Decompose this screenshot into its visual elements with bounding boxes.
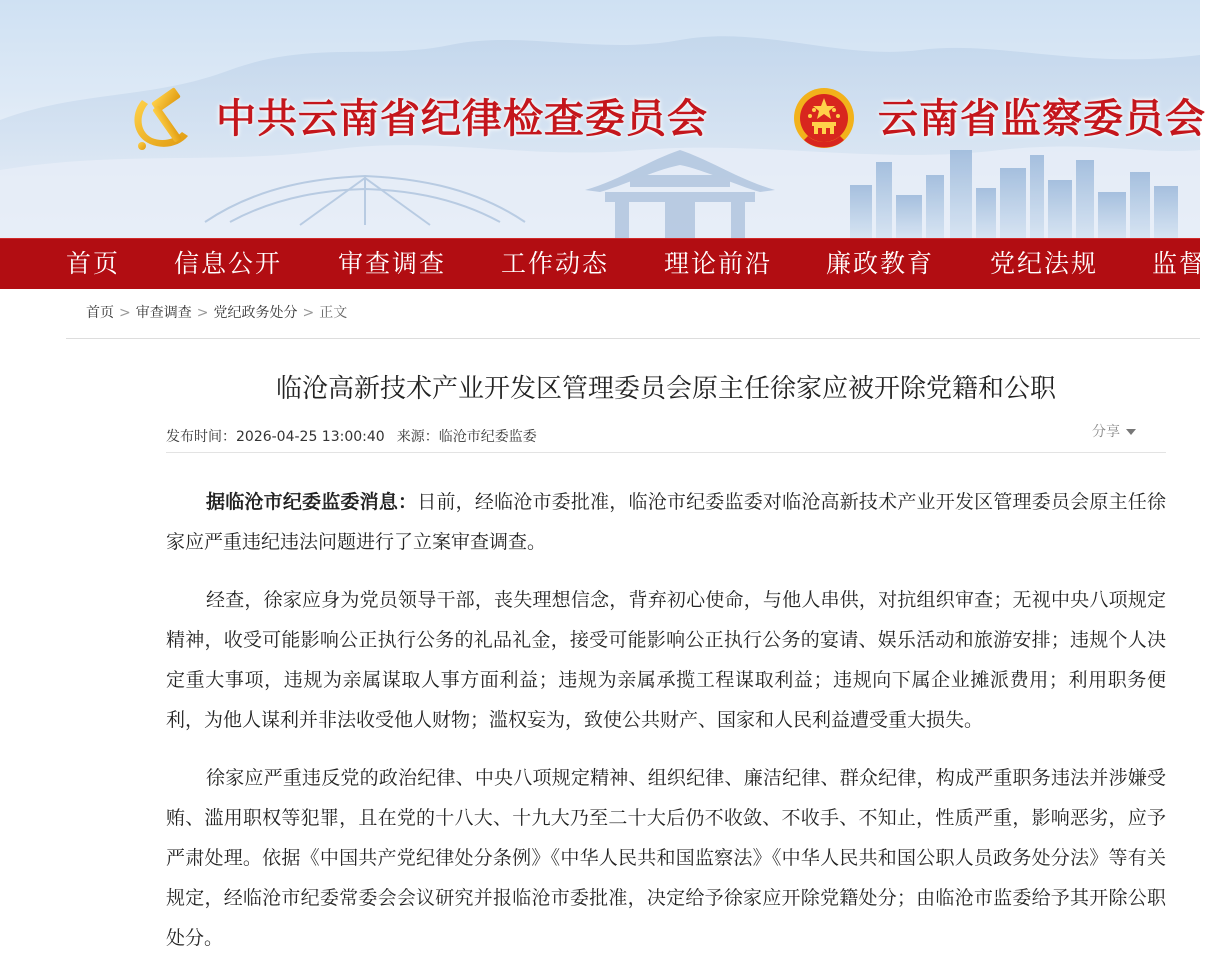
- breadcrumb-review-investigation[interactable]: 审查调查: [135, 305, 192, 321]
- breadcrumb-separator: >: [302, 305, 315, 321]
- article-body: [166, 482, 1166, 976]
- article-paragraph: 徐家应严重违反党的政治纪律、中央八项规定精神、组织纪律、廉洁纪律、群众纪律，构成严重职务违法并涉嫌受贿、滥用职权等犯罪，且在党的十八大、十九大乃至二十大后仍不收敛、不收手、不知止，性质严重，影响恶劣，应予严肃处理。依据《中国共产党纪律处分条例》《中华人民共和国监察法》《中华人民共和国公职人员政务处分法》等有关规定，经临沧市纪委常委会会议研究并报临沧市委批准，决定给予徐家应开除党籍处分；由临沧市监委给予其开除公职处分。: [166, 767, 1166, 949]
- cpc-discipline-title: 中共云南省纪律检查委员会: [216, 96, 708, 142]
- breadcrumb-divider: [66, 338, 1200, 339]
- article-paragraph: [166, 482, 1166, 562]
- nav-item-info-disclosure[interactable]: 信息公开: [174, 249, 283, 278]
- breadcrumb-separator: >: [196, 305, 209, 321]
- paragraph-text: 日前，经临沧市委批准，临沧市纪委监委对临沧高新技术产业开发区管理委员会原主任徐家应严重违纪违法问题进行了立案审查调查。: [166, 491, 1166, 553]
- breadcrumb-home[interactable]: 首页: [86, 305, 114, 321]
- article-source: 来源：临沧市纪委监委: [396, 429, 537, 445]
- nav-item-review-investigation[interactable]: 审查调查: [338, 249, 447, 278]
- party-emblem-icon: [128, 84, 194, 154]
- share-button[interactable]: [1092, 421, 1136, 441]
- article-meta: [166, 426, 537, 446]
- main-nav: [0, 238, 1206, 289]
- caret-down-icon: [1126, 429, 1136, 435]
- nav-item-supervision[interactable]: 监督: [1152, 249, 1206, 278]
- article-paragraph: 经查，徐家应身为党员领导干部，丧失理想信念，背弃初心使命，与他人串供，对抗组织审查；无视中央八项规定精神，收受可能影响公正执行公务的礼品礼金，接受可能影响公正执行公务的宴请、娱乐活动和旅游安排；违规个人决定重大事项，违规为亲属谋取人事方面利益；违规为亲属承揽工程谋取利益；违规向下属企业摊派费用；利用职务便利，为他人谋利并非法收受他人财物；滥权妄为，致使公共财产、国家和人民利益遭受重大损失。: [166, 589, 1166, 731]
- nav-item-home[interactable]: 首页: [66, 249, 121, 278]
- share-label: 分享: [1092, 424, 1120, 440]
- supervision-title: 云南省监察委员会: [878, 96, 1206, 142]
- nav-item-party-regulations[interactable]: 党纪法规: [990, 249, 1099, 278]
- lead-source: 据临沧市纪委监委消息：: [206, 491, 418, 513]
- nav-item-work-news[interactable]: 工作动态: [501, 249, 610, 278]
- breadcrumb-current: 正文: [319, 305, 348, 321]
- breadcrumb-separator: >: [119, 305, 131, 321]
- national-emblem-icon: [792, 84, 856, 154]
- publish-time: 发布时间：2026-04-25 13:00:40: [166, 429, 385, 445]
- nav-item-theory[interactable]: 理论前沿: [664, 249, 773, 278]
- breadcrumb-discipline-sanctions[interactable]: 党纪政务处分: [213, 305, 298, 321]
- meta-divider: [166, 452, 1166, 453]
- site-header: [0, 0, 1206, 238]
- supervision-brand[interactable]: [792, 84, 1206, 154]
- nav-item-integrity-education[interactable]: 廉政教育: [826, 249, 935, 278]
- cpc-discipline-brand[interactable]: [128, 84, 708, 154]
- breadcrumb: [86, 302, 347, 322]
- article-title: 临沧高新技术产业开发区管理委员会原主任徐家应被开除党籍和公职: [275, 374, 1056, 404]
